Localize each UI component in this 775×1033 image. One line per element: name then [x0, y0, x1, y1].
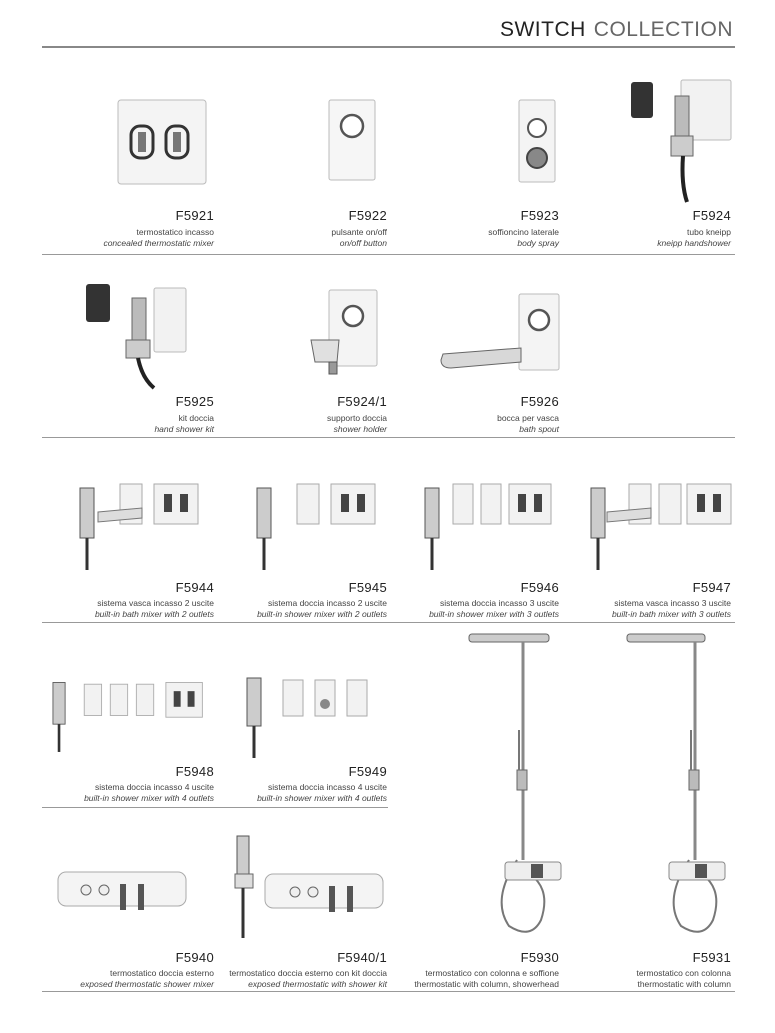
product-name-it: tubo kneipp: [687, 227, 731, 237]
product-card[interactable]: [219, 60, 391, 252]
product-name-en: built-in shower mixer with 4 outlets: [84, 793, 214, 803]
product-code: F5947: [692, 580, 731, 595]
product-name-it: termostatico con colonna e soffione: [425, 968, 559, 978]
product-name-en: built-in shower mixer with 2 outlets: [257, 609, 387, 619]
product-card[interactable]: [219, 262, 391, 434]
row-divider: [42, 622, 735, 623]
exposed-mixer-kit-icon: [219, 830, 391, 940]
product-name-it: bocca per vasca: [497, 413, 559, 423]
product-code: F5931: [692, 950, 731, 965]
product-code: F5930: [520, 950, 559, 965]
product-code: F5922: [348, 208, 387, 223]
product-card[interactable]: [46, 628, 218, 804]
product-name-en: shower holder: [333, 424, 387, 434]
product-name-it: pulsante on/off: [331, 227, 387, 237]
product-name-it: sistema doccia incasso 4 uscite: [267, 782, 387, 792]
header-rule: [42, 46, 735, 48]
product-code: F5925: [175, 394, 214, 409]
product-code: F5945: [348, 580, 387, 595]
product-name-en: built-in bath mixer with 2 outlets: [94, 609, 214, 619]
product-card[interactable]: [391, 60, 563, 252]
kneipp-handshower-icon: [563, 74, 735, 204]
shower-mixer-2-icon: [219, 472, 391, 572]
row-divider: [42, 991, 735, 992]
row-divider: [42, 807, 388, 808]
product-name-en: bath spout: [519, 424, 559, 434]
product-name-en: thermostatic with column: [637, 979, 731, 989]
row-divider: [42, 254, 735, 255]
page-title: [500, 18, 733, 42]
product-name-en: exposed thermostatic shower mixer: [80, 979, 214, 989]
bath-mixer-3-icon: [563, 472, 735, 572]
product-name-en: kneipp handshower: [657, 238, 731, 248]
product-name-it: soffioncino laterale: [488, 227, 559, 237]
product-code: F5924/1: [337, 394, 387, 409]
product-name-it: sistema vasca incasso 2 uscite: [97, 598, 214, 608]
product-card[interactable]: [563, 444, 735, 620]
product-code: F5921: [175, 208, 214, 223]
product-card[interactable]: [219, 444, 391, 620]
product-code: F5924: [692, 208, 731, 223]
product-code: F5946: [520, 580, 559, 595]
product-code: F5944: [175, 580, 214, 595]
product-code: F5923: [520, 208, 559, 223]
product-name-en: built-in shower mixer with 4 outlets: [257, 793, 387, 803]
product-name-it: termostatico doccia esterno: [110, 968, 214, 978]
product-name-it: sistema doccia incasso 4 uscite: [94, 782, 214, 792]
button-panel-icon: [219, 96, 391, 186]
product-card[interactable]: [563, 628, 735, 990]
product-card[interactable]: [219, 812, 391, 990]
product-name-it: sistema doccia incasso 3 uscite: [439, 598, 559, 608]
product-name-it: kit doccia: [178, 413, 214, 423]
product-name-it: sistema vasca incasso 3 uscite: [614, 598, 731, 608]
shower-mixer-4b-icon: [219, 664, 391, 760]
body-spray-icon: [391, 96, 563, 186]
hand-shower-kit-icon: [46, 278, 218, 390]
shower-mixer-4-icon: [46, 664, 218, 760]
product-name-it: termostatico doccia esterno con kit doccia: [229, 968, 387, 978]
product-card[interactable]: [391, 444, 563, 620]
product-name-en: hand shower kit: [154, 424, 214, 434]
bath-spout-icon: [391, 290, 563, 380]
product-name-en: built-in bath mixer with 3 outlets: [611, 609, 731, 619]
exposed-mixer-icon: [46, 866, 218, 926]
product-name-it: termostatico con colonna: [636, 968, 731, 978]
title-light: COLLECTION: [593, 18, 733, 41]
shower-holder-icon: [219, 286, 391, 386]
shower-mixer-3-icon: [391, 472, 563, 572]
product-card[interactable]: [46, 262, 218, 434]
product-name-it: sistema doccia incasso 2 uscite: [267, 598, 387, 608]
product-name-en: on/off button: [339, 238, 387, 248]
product-name-en: exposed thermostatic with shower kit: [248, 979, 387, 989]
row-divider: [42, 437, 735, 438]
product-name-en: built-in shower mixer with 3 outlets: [429, 609, 559, 619]
product-card[interactable]: [391, 628, 563, 990]
thermostatic-panel-icon: [46, 96, 218, 186]
product-name-it: supporto doccia: [326, 413, 387, 423]
product-card[interactable]: [563, 60, 735, 252]
product-code: F5940: [175, 950, 214, 965]
product-name-en: thermostatic with column, showerhead: [414, 979, 559, 989]
product-name-en: body spray: [517, 238, 559, 248]
product-name-it: termostatico incasso: [136, 227, 214, 237]
product-name-en: concealed thermostatic mixer: [103, 238, 214, 248]
product-card[interactable]: [46, 812, 218, 990]
product-code: F5949: [348, 764, 387, 779]
product-code: F5926: [520, 394, 559, 409]
shower-column-head-icon: [391, 630, 563, 942]
product-card[interactable]: [391, 262, 563, 434]
product-code: F5948: [175, 764, 214, 779]
product-card[interactable]: [46, 60, 218, 252]
title-bold: SWITCH: [499, 18, 586, 41]
product-card[interactable]: [46, 444, 218, 620]
shower-column-icon: [563, 630, 735, 942]
bath-mixer-2-icon: [46, 472, 218, 572]
product-code: F5940/1: [337, 950, 387, 965]
product-card[interactable]: [219, 628, 391, 804]
